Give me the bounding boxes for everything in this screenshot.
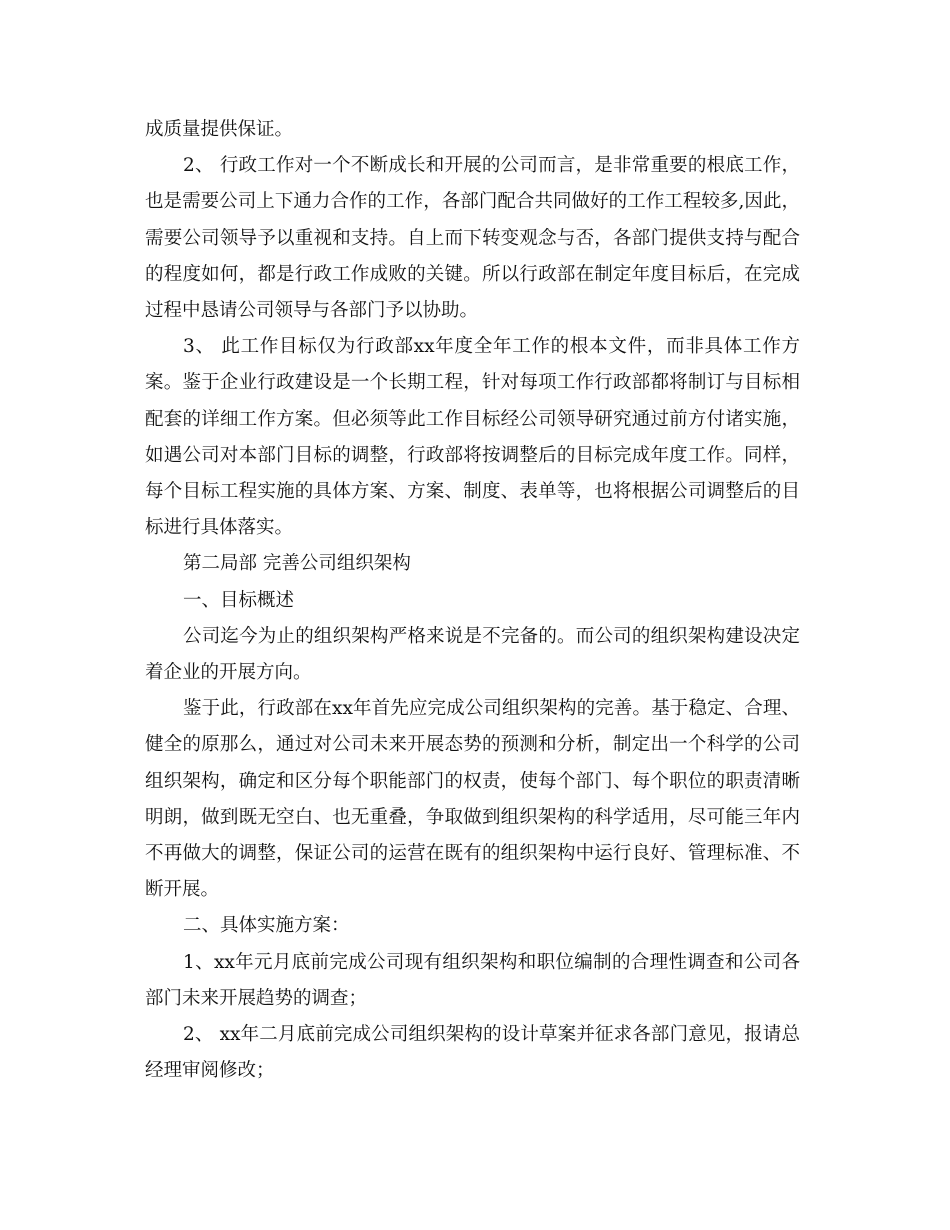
list-item-step-2: 2、 xx年二月底前完成公司组织架构的设计草案并征求各部门意见，报请总经理审阅修改；	[145, 1024, 800, 1082]
paragraph-continuation: 成质量提供保证。	[145, 119, 294, 140]
document-body	[145, 112, 800, 1089]
paragraph-plan-rationale: 鉴于此，行政部在xx年首先应完成公司组织架构的完善。基于稳定、合理、健全的原那么，通过对公司未来开展态势的预测和分析，制定出一个科学的公司组织架构，确定和区分每个职能部门的权责，使每个部门、每个职位的职责清晰明朗，做到既无空白、也无重叠，争取做到组织架构的科学适用，尽可能三年内不再做大的调整，保证公司的运营在既有的组织架构中运行良好、管理标准、不断开展。	[145, 698, 800, 901]
paragraph-item-3: 3、 此工作目标仅为行政部xx年度全年工作的根本文件，而非具体工作方案。鉴于企业行政建设是一个长期工程，针对每项工作行政部都将制订与目标相配套的详细工作方案。但必须等此工作目标经公司领导研究通过前方付诸实施，如遇公司对本部门目标的调整，行政部将按调整后的目标完成年度工作。同样，每个目标工程实施的具体方案、方案、制度、表单等，也将根据公司调整后的目标进行具体落实。	[145, 336, 800, 539]
paragraph-overview: 公司迄今为止的组织架构严格来说是不完备的。而公司的组织架构建设决定着企业的开展方向。	[145, 625, 800, 684]
paragraph-item-2: 2、 行政工作对一个不断成长和开展的公司而言，是非常重要的根底工作，也是需要公司上下通力合作的工作，各部门配合共同做好的工作工程较多,因此，需要公司领导予以重视和支持。自上而下转变观念与否，各部门提供支持与配合的程度如何，都是行政工作成败的关键。所以行政部在制定年度目标后，在完成过程中恳请公司领导与各部门予以协助。	[145, 155, 800, 322]
list-item-step-1: 1、xx年元月底前完成公司现有组织架构和职位编制的合理性调查和公司各部门未来开展趋势的调查；	[145, 951, 800, 1009]
subsection-heading-implementation: 二、具体实施方案：	[183, 915, 350, 937]
section-heading: 第二局部 完善公司组织架构	[183, 553, 411, 575]
subsection-heading-overview: 一、目标概述	[183, 589, 295, 611]
